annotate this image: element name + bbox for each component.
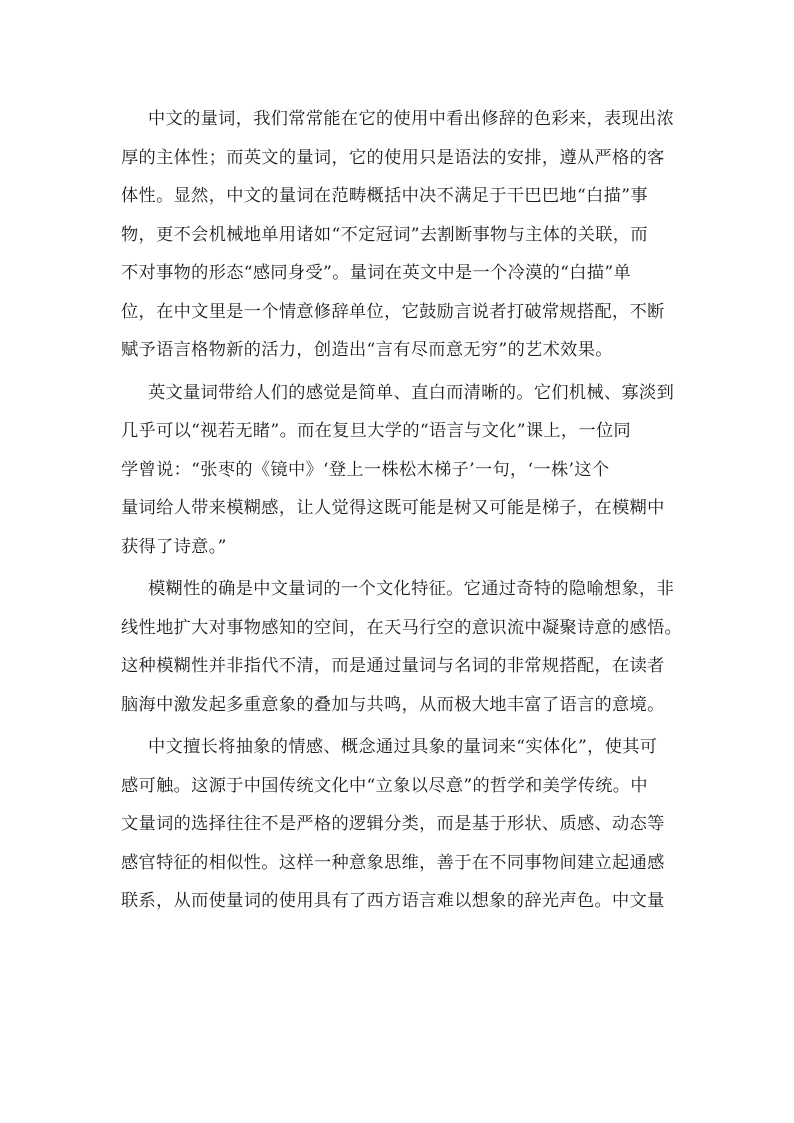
- text-line: 赋予语言格物新的活力，创造出“言有尽而意无穷”的艺术效果。: [121, 340, 613, 360]
- text-line: 学曾说：“张枣的《镜中》‘登上一株松木梯子’一句，‘一株’这个: [121, 459, 610, 480]
- text-line: 感可触。这源于中国传统文化中“立象以尽意”的哲学和美学传统。中: [121, 775, 648, 796]
- text-line: 中文擅长将抽象的情感、概念通过具象的量词来“实体化”，使其可: [148, 737, 658, 757]
- text-line: 量词给人带来模糊感，让人觉得这既可能是树又可能是梯子，在模糊中: [121, 498, 665, 518]
- text-line: 英文量词带给人们的感觉是简单、直白而清晰的。它们机械、寡淡到: [148, 382, 675, 403]
- text-line: 几乎可以“视若无睹”。而在复旦大学的“语言与文化”课上，一位同: [121, 421, 632, 441]
- text-line: 文量词的选择往往不是严格的逻辑分类，而是基于形状、质感、动态等: [121, 814, 665, 834]
- paragraph: [121, 100, 681, 370]
- text-line: 模糊性的确是中文量词的一个文化特征。它通过奇特的隐喻想象，非: [148, 579, 675, 599]
- text-line: 线性地扩大对事物感知的空间，在天马行空的意识流中凝聚诗意的感悟。: [121, 617, 683, 638]
- text-line: 体性。显然，中文的量词在范畴概括中决不满足于干巴巴地“白描”事: [121, 186, 648, 206]
- body-text: [121, 100, 681, 921]
- paragraph: [121, 374, 681, 567]
- text-line: 感官特征的相似性。这样一种意象思维，善于在不同事物间建立起通感: [121, 852, 665, 873]
- text-line: 获得了诗意。”: [121, 536, 227, 557]
- text-line: 厚的主体性；而英文的量词，它的使用只是语法的安排，遵从严格的客: [121, 147, 665, 168]
- text-line: 物，更不会机械地单用诸如“不定冠词”去割断事物与主体的关联，而: [121, 224, 648, 245]
- paragraph: [121, 728, 681, 921]
- paragraph: [121, 570, 681, 724]
- text-line: 中文的量词，我们常常能在它的使用中看出修辞的色彩来，表现出浓: [148, 109, 675, 129]
- text-line: 不对事物的形态“感同身受”。量词在英文中是一个冷漠的“白描”单: [121, 263, 632, 283]
- text-line: 位，在中文里是一个情意修辞单位，它鼓励言说者打破常规搭配，不断: [121, 301, 665, 322]
- text-line: 这种模糊性并非指代不清，而是通过量词与名词的非常规搭配，在读者: [121, 656, 665, 676]
- text-line: 脑海中激发起多重意象的叠加与共鸣，从而极大地丰富了语言的意境。: [121, 694, 665, 715]
- text-line: 联系，从而使量词的使用具有了西方语言难以想象的辞光声色。中文量: [121, 891, 665, 911]
